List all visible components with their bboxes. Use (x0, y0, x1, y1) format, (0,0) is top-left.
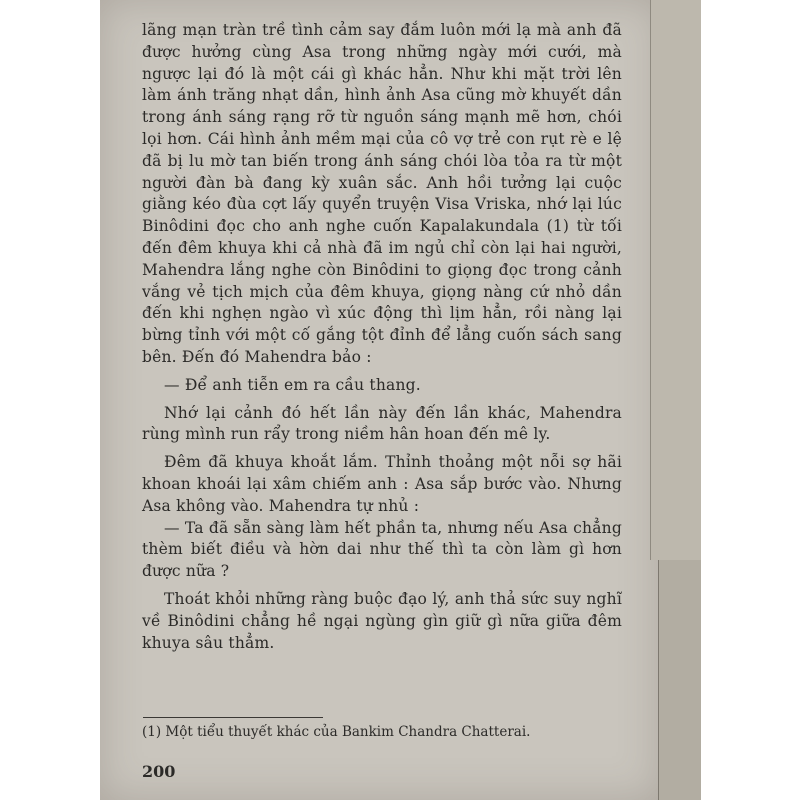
paragraph: Thoát khỏi những ràng buộc đạo lý, anh thả sức suy nghĩ về Binôdini chẳng hề ngại ngùng gìn giữ gì nữa giữa đêm khuya sâu thẳm. (142, 589, 622, 652)
paragraph: — Để anh tiễn em ra cầu thang. (164, 375, 421, 394)
footnote: (1) Một tiểu thuyết khác của Bankim Chandra Chatterai. (142, 724, 531, 740)
page-edge-shadow (658, 560, 701, 800)
paragraph: Nhớ lại cảnh đó hết lần này đến lần khác, Mahendra rùng mình run rẩy trong niềm hân hoan đến mê ly. (142, 403, 622, 444)
page-number: 200 (142, 762, 176, 781)
footnote-divider (143, 717, 323, 718)
next-page-edge (650, 0, 701, 560)
paragraph: — Ta đã sẵn sàng làm hết phần ta, nhưng nếu Asa chẳng thèm biết điều và hờn dai như thế thì ta còn làm gì hơn được nữa ? (142, 518, 622, 581)
paragraph: lãng mạn tràn trề tình cảm say đắm luôn mới lạ mà anh đã được hưởng cùng Asa trong những ngày mới cưới, mà ngược lại đó là một cái gì khác hẳn. Như khi mặt trời lên làm ánh trăng nhạt dần, hình ảnh Asa cũng mờ khuyết dần trong ánh sáng rạng rỡ từ nguồn sáng mạnh mẽ hơn, chói lọi hơn. Cái hình ảnh mềm mại của cô vợ trẻ con rụt rè e lệ đã bị lu mờ tan biến trong ánh sáng chói lòa tỏa ra từ một người đàn bà đang kỳ xuân sắc. Anh hồi tưởng lại cuộc giằng kéo đùa cợt lấy quyển truyện Visa Vriska, nhớ lại lúc Binôdini đọc cho anh nghe cuốn Kapalakundala (1) từ tối đến đêm khuya khi cả nhà đã im ngủ chỉ còn lại hai người, Mahendra lắng nghe còn Binôdini to giọng đọc trong cảnh vắng vẻ tịch mịch của đêm khuya, giọng nàng cứ nhỏ dần đến khi nghẹn ngào vì xúc động thì lịm hẳn, rồi nàng lại bừng tỉnh với một cố gắng tột đỉnh để lẳng cuốn sách sang bên. Đến đó Mahendra bảo : (142, 21, 622, 366)
paragraph: Đêm đã khuya khoắt lắm. Thỉnh thoảng một nỗi sợ hãi khoan khoái lại xâm chiếm anh : Asa sắp bước vào. Nhưng Asa không vào. Mahendra tự nhủ : (142, 453, 622, 515)
body-text (142, 20, 622, 654)
